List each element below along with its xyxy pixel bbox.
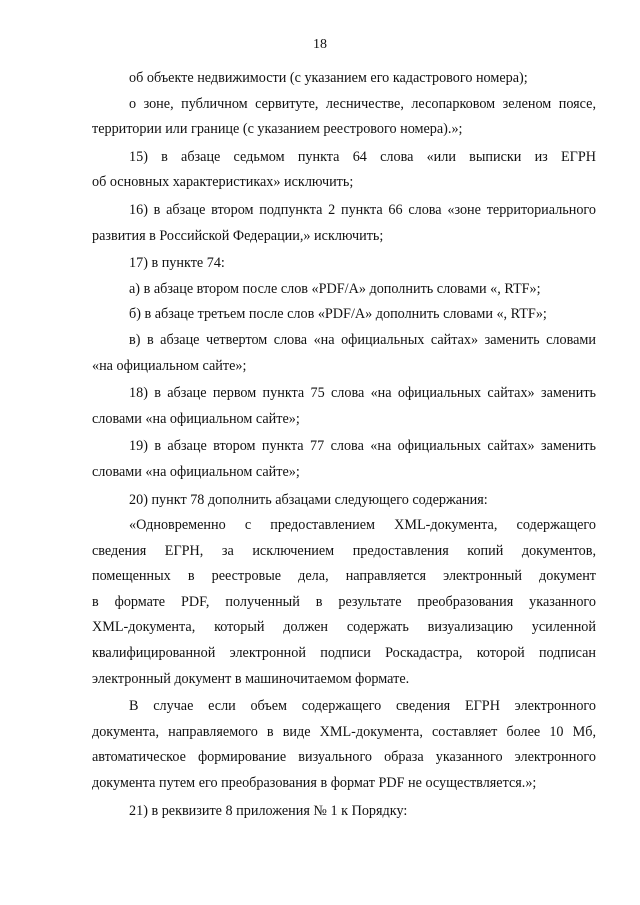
text-line: XML-документа, который должен содержать визуализацию усиленной	[92, 619, 596, 636]
text-line: документа, направляемого в виде XML-документа, составляет более 10 Мб,	[92, 723, 596, 740]
text-line: об основных характеристиках» исключить;	[92, 174, 354, 191]
text-line: в формате PDF, полученный в результате преобразования указанного	[92, 593, 596, 610]
text-line: помещенных в реестровые дела, направляется электронный документ	[92, 568, 596, 585]
text-line: автоматическое формирование визуального образа указанного электронного	[92, 749, 596, 766]
text-line: 15) в абзаце седьмом пункта 64 слова «или выписки из ЕГРН	[129, 148, 596, 165]
document-body	[92, 66, 596, 824]
text-line: 17) в пункте 74:	[129, 255, 225, 272]
text-line: б) в абзаце третьем после слов «PDF/A» дополнить словами «, RTF»;	[129, 306, 547, 323]
text-line: об объекте недвижимости (с указанием его кадастрового номера);	[129, 70, 528, 86]
text-line: а) в абзаце втором после слов «PDF/A» дополнить словами «, RTF»;	[129, 280, 541, 297]
text-line: документа путем его преобразования в формат PDF не осуществляется.»;	[92, 775, 537, 792]
text-line: «на официальном сайте»;	[92, 357, 247, 374]
text-line: электронный документ в машиночитаемом формате.	[92, 670, 410, 687]
text-line: словами «на официальном сайте»;	[92, 463, 300, 480]
text-line: 16) в абзаце втором подпункта 2 пункта 66 слова «зоне территориального	[129, 201, 596, 218]
text-line: 18) в абзаце первом пункта 75 слова «на официальных сайтах» заменить	[129, 385, 596, 402]
text-line: в) в абзаце четвертом слова «на официальных сайтах» заменить словами	[129, 331, 596, 348]
text-line: В случае если объем содержащего сведения ЕГРН электронного	[129, 698, 596, 715]
text-line: сведения ЕГРН, за исключением предоставления копий документов,	[92, 542, 596, 559]
text-line: 20) пункт 78 дополнить абзацами следующего содержания:	[129, 491, 488, 508]
text-line: 19) в абзаце втором пункта 77 слова «на официальных сайтах» заменить	[129, 438, 596, 455]
text-line: территории или границе (с указанием реестрового номера).»;	[92, 121, 463, 138]
page-number: 18	[313, 37, 327, 52]
text-line: «Одновременно с предоставлением XML-документа, содержащего	[129, 517, 596, 534]
text-line: словами «на официальном сайте»;	[92, 410, 300, 427]
text-line: о зоне, публичном сервитуте, лесничестве, лесопарковом зеленом поясе,	[129, 95, 596, 112]
text-line: квалифицированной электронной подписи Роскадастра, которой подписан	[92, 645, 596, 662]
text-line: 21) в реквизите 8 приложения № 1 к Порядку:	[129, 802, 408, 819]
text-line: развития в Российской Федерации,» исключить;	[92, 227, 384, 244]
